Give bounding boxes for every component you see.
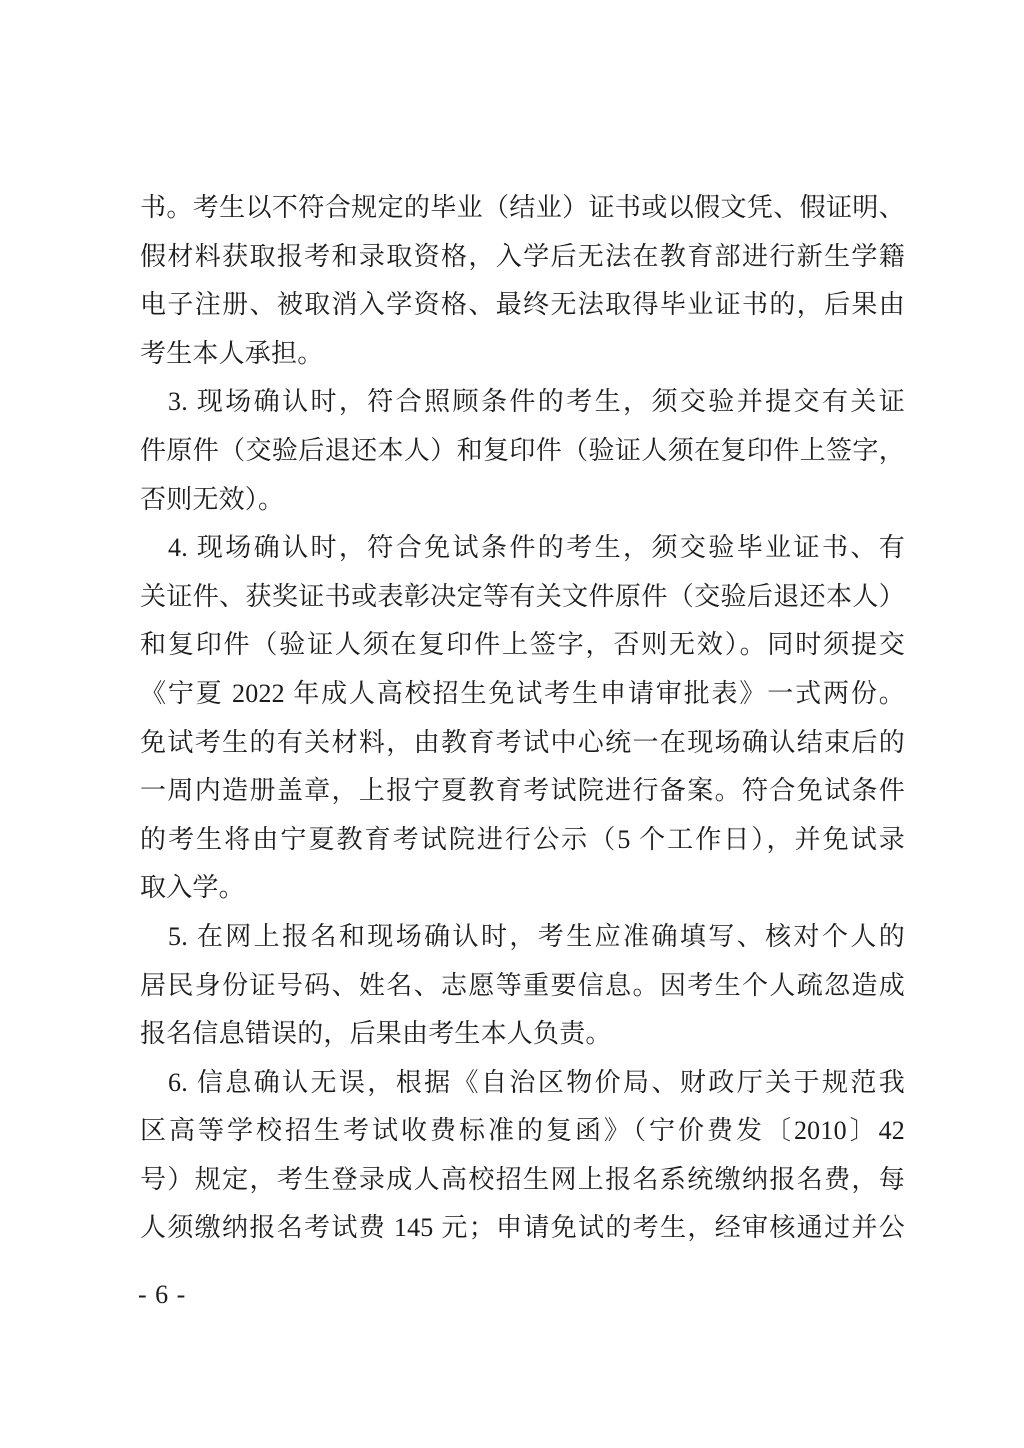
text-line: 免试考生的有关材料，由教育考试中心统一在现场确认结束后的 [140,727,905,757]
text-line: 书。考生以不符合规定的毕业（结业）证书或以假文凭、假证明、 [140,193,905,222]
text-line: 否则无效）。 [140,484,285,514]
text-line: 和复印件（验证人须在复印件上签字，否则无效）。同时须提交 [140,630,905,660]
text-line: 报名信息错误的，后果由考生本人负责。 [140,1019,612,1049]
text-line: 《宁夏 2022 年成人高校招生免试考生申请审批表》一式两份。 [140,678,905,708]
text-line: 6. 信息确认无误，根据《自治区物价局、财政厅关于规范我 [168,1067,905,1097]
text-line: 居民身份证号码、姓名、志愿等重要信息。因考生个人疏忽造成 [140,970,905,1000]
text-line: 区高等学校招生考试收费标准的复函》（宁价费发〔2010〕42 [140,1116,905,1146]
document-body [140,184,905,1253]
text-line: 电子注册、被取消入学资格、最终无法取得毕业证书的，后果由 [140,290,905,320]
text-line: 3. 现场确认时，符合照顾条件的考生，须交验并提交有关证 [168,387,905,417]
text-line: 人须缴纳报名考试费 145 元；申请免试的考生，经审核通过并公 [140,1213,905,1243]
text-line: 的考生将由宁夏教育考试院进行公示（5 个工作日），并免试录 [140,824,905,854]
text-line: 件原件（交验后退还本人）和复印件（验证人须在复印件上签字， [140,435,905,465]
text-line: 号）规定，考生登录成人高校招生网上报名系统缴纳报名费，每 [140,1164,905,1194]
text-line: 一周内造册盖章，上报宁夏教育考试院进行备案。符合免试条件 [140,776,905,806]
text-line: 假材料获取报考和录取资格，入学后无法在教育部进行新生学籍 [140,241,905,271]
text-line: 4. 现场确认时，符合免试条件的考生，须交验毕业证书、有 [168,533,905,563]
text-line: 5. 在网上报名和现场确认时，考生应准确填写、核对个人的 [168,921,905,951]
page-number: - 6 - [138,1280,187,1309]
text-line: 考生本人承担。 [140,338,324,368]
text-line: 关证件、获奖证书或表彰决定等有关文件原件（交验后退还本人） [140,581,905,611]
text-line: 取入学。 [140,873,245,903]
